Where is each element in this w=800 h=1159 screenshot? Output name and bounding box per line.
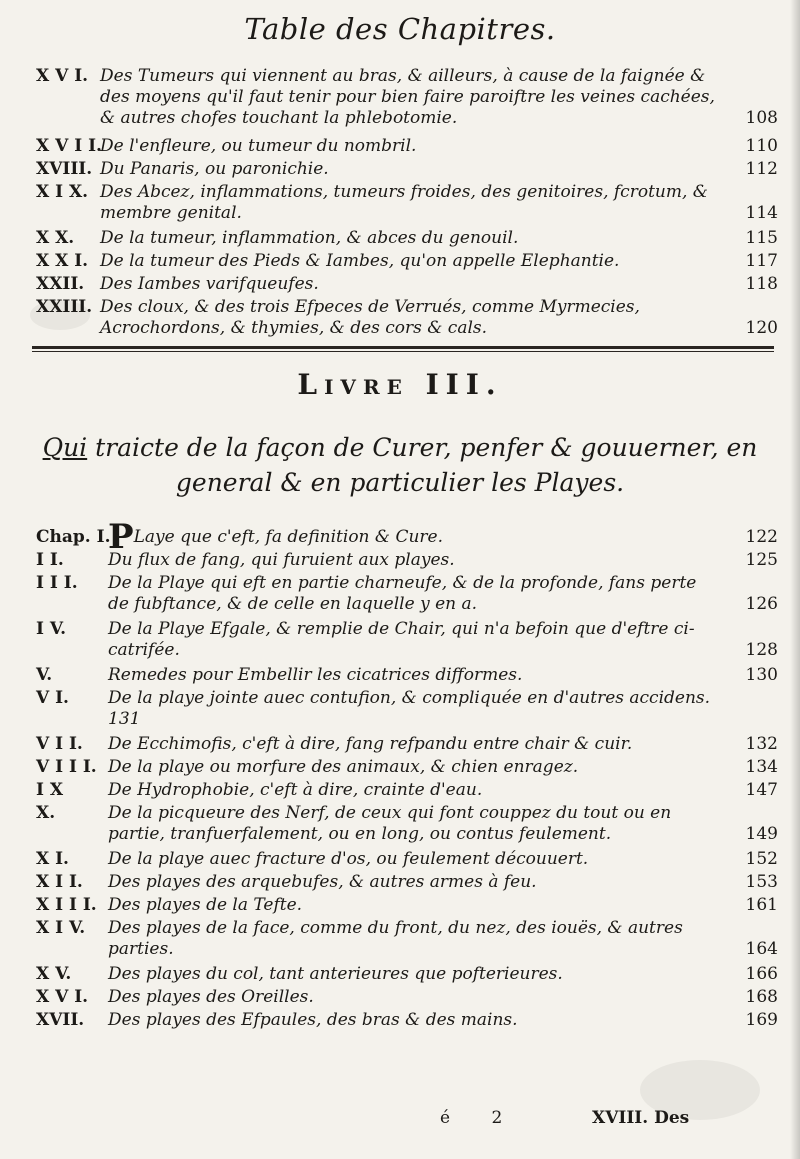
page-number: 161 xyxy=(745,895,778,915)
toc-entry xyxy=(36,619,778,661)
toc-entry xyxy=(36,734,778,755)
toc-entry xyxy=(36,251,778,272)
page-number: 117 xyxy=(745,251,778,271)
chapter-number: V. xyxy=(36,665,53,685)
page-number: 125 xyxy=(745,550,778,570)
toc-entry xyxy=(36,274,778,295)
divider-rule xyxy=(32,351,774,352)
chapter-title: De la playe auec fracture d'os, ou feulement découuert. xyxy=(108,849,589,869)
book-heading: Livre III. xyxy=(297,368,503,401)
page-number: 118 xyxy=(745,274,778,294)
chapter-number: X I. xyxy=(36,849,69,869)
chapter-number: X V I I. xyxy=(36,136,102,156)
toc-entry xyxy=(36,182,778,224)
drop-cap: P xyxy=(108,517,134,557)
chapter-number: X V I. xyxy=(36,66,89,86)
page-number: 110 xyxy=(745,136,778,156)
toc-entry xyxy=(36,159,778,180)
signature-mark: é 2 xyxy=(440,1108,521,1128)
page-number: 152 xyxy=(745,849,778,869)
page-number: 128 xyxy=(745,640,778,660)
toc-entry xyxy=(36,688,778,730)
book-subtitle xyxy=(40,430,760,500)
page-number: 126 xyxy=(745,594,778,614)
chapter-number: X I I I. xyxy=(36,895,97,915)
page-number: 134 xyxy=(745,757,778,777)
subtitle-first-word: Qui xyxy=(42,433,88,462)
chapter-title: De la Playe Efgale, & remplie de Chair, qui n'a befoin que d'eftre ci-catrifée. xyxy=(108,619,695,660)
page-number: 112 xyxy=(745,159,778,179)
chapter-title: De Ecchimofis, c'eft à dire, fang refpandu entre chair & cuir. xyxy=(108,734,633,754)
chapter-title: De la tumeur des Pieds & Iambes, qu'on appelle Elephantie. xyxy=(100,251,620,271)
chapter-title-rest: Laye que c'eft, fa definition & Cure. xyxy=(133,527,443,547)
page-header: Table des Chapitres. xyxy=(244,12,556,46)
chapter-number: V I I. xyxy=(36,734,83,754)
chapter-title: Des Iambes varifqueufes. xyxy=(100,274,319,294)
page-number: 153 xyxy=(745,872,778,892)
subtitle-rest: traicte de la façon de Curer, penfer & gouuerner, en general & en particulier les Playes. xyxy=(87,433,758,497)
chapter-number: XXII. xyxy=(36,274,85,294)
toc-entry xyxy=(36,780,778,801)
toc-entry xyxy=(36,872,778,893)
page-number: 130 xyxy=(745,665,778,685)
chapter-title: Des playes de la face, comme du front, du nez, des iouës, & autres parties. xyxy=(108,918,683,959)
page-number: 108 xyxy=(745,108,778,128)
toc-entry xyxy=(36,136,778,157)
chapter-title: De la playe jointe auec contufion, & compliquée en d'autres accidens. 131 xyxy=(108,688,711,729)
page-number: 147 xyxy=(745,780,778,800)
divider-rule xyxy=(32,346,774,349)
page-number: 168 xyxy=(745,987,778,1007)
toc-entry xyxy=(36,895,778,916)
toc-entry xyxy=(36,964,778,985)
page-number: 149 xyxy=(745,824,778,844)
chapter-number: X X. xyxy=(36,228,75,248)
page-number: 120 xyxy=(745,318,778,338)
chapter-title: De la tumeur, inflammation, & abces du genouil. xyxy=(100,228,519,248)
chapter-title: Des cloux, & des trois Efpeces de Verrués, comme Myrmecies, Acrochordons, & thymies, & des cors & cals. xyxy=(100,297,640,338)
page-number: 132 xyxy=(745,734,778,754)
chapter-number: X X I. xyxy=(36,251,89,271)
toc-entry xyxy=(36,550,778,571)
page-edge-shadow xyxy=(790,0,800,1159)
chapter-title: Des playes des Oreilles. xyxy=(108,987,314,1007)
toc-entry xyxy=(36,757,778,778)
chapter-title: Des playes des arquebufes, & autres armes à feu. xyxy=(108,872,537,892)
chapter-title: Du Panaris, ou paronichie. xyxy=(100,159,329,179)
chapter-title: Des Tumeurs qui viennent au bras, & ailleurs, à cause de la faignée & des moyens qu'il faut tenir pour bien faire paroiftre les veines cachées, & autres chofes touchant la phlebotomie. xyxy=(100,66,715,128)
chapter-number: I V. xyxy=(36,619,67,639)
chapter-title: Remedes pour Embellir les cicatrices difformes. xyxy=(108,665,523,685)
chapter-title: Du flux de fang, qui furuient aux playes. xyxy=(108,550,455,570)
page-number: 122 xyxy=(745,527,778,547)
chapter-title xyxy=(108,517,722,557)
chapter-number: X. xyxy=(36,803,56,823)
chapter-number: XVII. xyxy=(36,1010,85,1030)
toc-entry xyxy=(36,66,778,129)
toc-entry xyxy=(36,849,778,870)
toc-entry xyxy=(36,987,778,1008)
page-number: 166 xyxy=(745,964,778,984)
chapter-title: De la playe ou morfure des animaux, & chien enragez. xyxy=(108,757,579,777)
chapter-number: XXIII. xyxy=(36,297,93,317)
page-number: 169 xyxy=(745,1010,778,1030)
toc-entry xyxy=(36,918,778,960)
catchword: XVIII. Des xyxy=(592,1108,690,1128)
chapter-number: I X xyxy=(36,780,64,800)
chapter-title: Des playes de la Tefte. xyxy=(108,895,303,915)
chapter-number: V I. xyxy=(36,688,69,708)
page-number: 115 xyxy=(745,228,778,248)
chapter-title: De Hydrophobie, c'eft à dire, crainte d'eau. xyxy=(108,780,483,800)
chapter-title: Des Abcez, inflammations, tumeurs froides, des genitoires, fcrotum, & membre genital. xyxy=(100,182,708,223)
chapter-number: XVIII. xyxy=(36,159,93,179)
chapter-title: Des playes des Efpaules, des bras & des mains. xyxy=(108,1010,518,1030)
chapter-number: V I I I. xyxy=(36,757,97,777)
page-number: 164 xyxy=(745,939,778,959)
toc-entry xyxy=(36,665,778,686)
chapter-number: X V I. xyxy=(36,987,89,1007)
chapter-title: De l'enfleure, ou tumeur du nombril. xyxy=(100,136,417,156)
toc-entry xyxy=(36,1010,778,1031)
chapter-number: X V. xyxy=(36,964,72,984)
toc-entry xyxy=(36,228,778,249)
chapter-number: X I I. xyxy=(36,872,83,892)
toc-entry xyxy=(36,297,778,339)
chapter-title: De la Playe qui eft en partie charneufe, & de la profonde, fans perte de fubftance, & de celle en laquelle y en a. xyxy=(108,573,697,614)
chapter-number: X I X. xyxy=(36,182,89,202)
toc-entry xyxy=(36,803,778,845)
toc-entry xyxy=(36,573,778,615)
chapter-number: I I I. xyxy=(36,573,78,593)
chapter-title: Des playes du col, tant anterieures que pofterieures. xyxy=(108,964,563,984)
chapter-number: I I. xyxy=(36,550,64,570)
chapter-title: De la picqueure des Nerf, de ceux qui font couppez du tout ou en partie, tranfuerfalement, ou en long, ou contus feulement. xyxy=(108,803,672,844)
chapter-number: X I V. xyxy=(36,918,86,938)
chapter-number: Chap. I. xyxy=(36,527,111,547)
page-number: 114 xyxy=(745,203,778,223)
toc-entry xyxy=(36,517,778,557)
